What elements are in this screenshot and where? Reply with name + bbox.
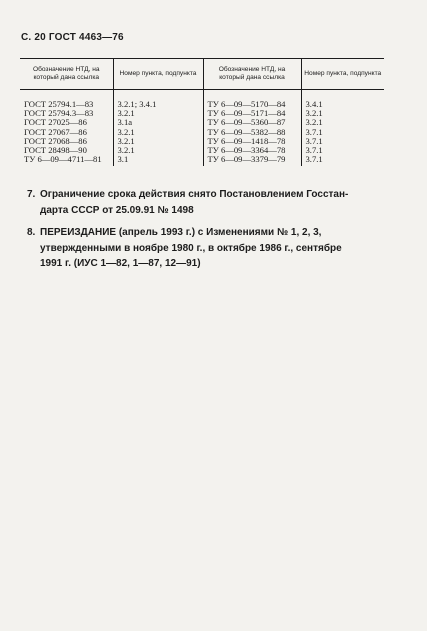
paragraph-text: Ограничение срока действия снято Постановлением Госстан- bbox=[40, 189, 349, 200]
paragraph-line: дарта СССР от 25.09.91 № 1498 bbox=[40, 204, 194, 216]
table-row bbox=[20, 128, 384, 137]
table-cell: 3.2.1 bbox=[301, 118, 384, 127]
table-cell: ГОСТ 27067—86 bbox=[24, 127, 87, 137]
table-cell: ГОСТ 25794.1—83 bbox=[24, 99, 94, 109]
table-cell: ТУ 6—09—4711—81 bbox=[24, 155, 102, 165]
table-cell: 3.7.1 bbox=[301, 137, 384, 146]
table-cell: ТУ 6—09—1418—78 bbox=[203, 137, 301, 146]
table-cell: ГОСТ 25794.3—83 bbox=[24, 109, 94, 119]
table-cell: ТУ 6—09—5382—88 bbox=[203, 128, 301, 137]
paragraph-line: утвержденными в ноябре 1980 г., в октябре 1986 г., сентябре bbox=[40, 242, 342, 254]
table-row bbox=[20, 155, 384, 166]
table-cell: 3.2.1 bbox=[301, 109, 384, 118]
table-row bbox=[20, 146, 384, 155]
table-cell: ГОСТ 27068—86 bbox=[24, 136, 87, 146]
table-cell: 3.2.1 bbox=[113, 128, 203, 137]
table-cell: 3.4.1 bbox=[301, 90, 384, 110]
table-cell: ГОСТ 28498—90 bbox=[24, 146, 87, 156]
column-header-clause-1: Номер пункта, подпункта bbox=[113, 59, 203, 90]
table-cell: 3.1 bbox=[113, 155, 203, 166]
paragraph-line bbox=[27, 225, 401, 241]
paragraph-7 bbox=[27, 187, 401, 218]
paragraph-line bbox=[27, 187, 401, 203]
table-row bbox=[20, 118, 384, 127]
table-header bbox=[20, 59, 384, 90]
paragraph-number: 8. bbox=[27, 227, 36, 238]
table-cell: ТУ 6—09—3379—79 bbox=[203, 155, 301, 166]
table-cell: 3.1а bbox=[113, 118, 203, 127]
table-cell: 3.2.1; 3.4.1 bbox=[113, 90, 203, 110]
column-header-ntd-1: Обозначение НТД, на который дана ссылка bbox=[20, 59, 113, 90]
references-table bbox=[20, 58, 384, 166]
table-row bbox=[20, 109, 384, 118]
table-cell: ТУ 6—09—5170—84 bbox=[203, 90, 301, 110]
table-cell: 3.7.1 bbox=[301, 155, 384, 166]
running-head: С. 20 ГОСТ 4463—76 bbox=[21, 32, 124, 43]
table-cell: 3.7.1 bbox=[301, 146, 384, 155]
table-row bbox=[20, 90, 384, 110]
table-cell: 3.2.1 bbox=[113, 146, 203, 155]
paragraph-text: ПЕРЕИЗДАНИЕ (апрель 1993 г.) с Изменениями № 1, 2, 3, bbox=[40, 227, 322, 238]
table-cell: ГОСТ 27025—86 bbox=[24, 118, 87, 128]
table-row bbox=[20, 137, 384, 146]
table-cell: ТУ 6—09—3364—78 bbox=[203, 146, 301, 155]
paragraph-number: 7. bbox=[27, 189, 36, 200]
table-header-row bbox=[20, 59, 384, 90]
column-header-clause-2: Номер пункта, подпункта bbox=[301, 59, 384, 90]
table-body bbox=[20, 90, 384, 167]
table-cell: ТУ 6—09—5360—87 bbox=[203, 118, 301, 127]
table-cell: ТУ 6—09—5171—84 bbox=[203, 109, 301, 118]
table-cell: 3.2.1 bbox=[113, 137, 203, 146]
references-table-container bbox=[20, 58, 384, 166]
paragraph-line: 1991 г. (ИУС 1—82, 1—87, 12—91) bbox=[40, 258, 201, 269]
column-header-ntd-2: Обозначение НТД, на который дана ссылка bbox=[203, 59, 301, 90]
paragraph-8 bbox=[27, 225, 401, 272]
table-cell: 3.7.1 bbox=[301, 128, 384, 137]
table-cell: 3.2.1 bbox=[113, 109, 203, 118]
